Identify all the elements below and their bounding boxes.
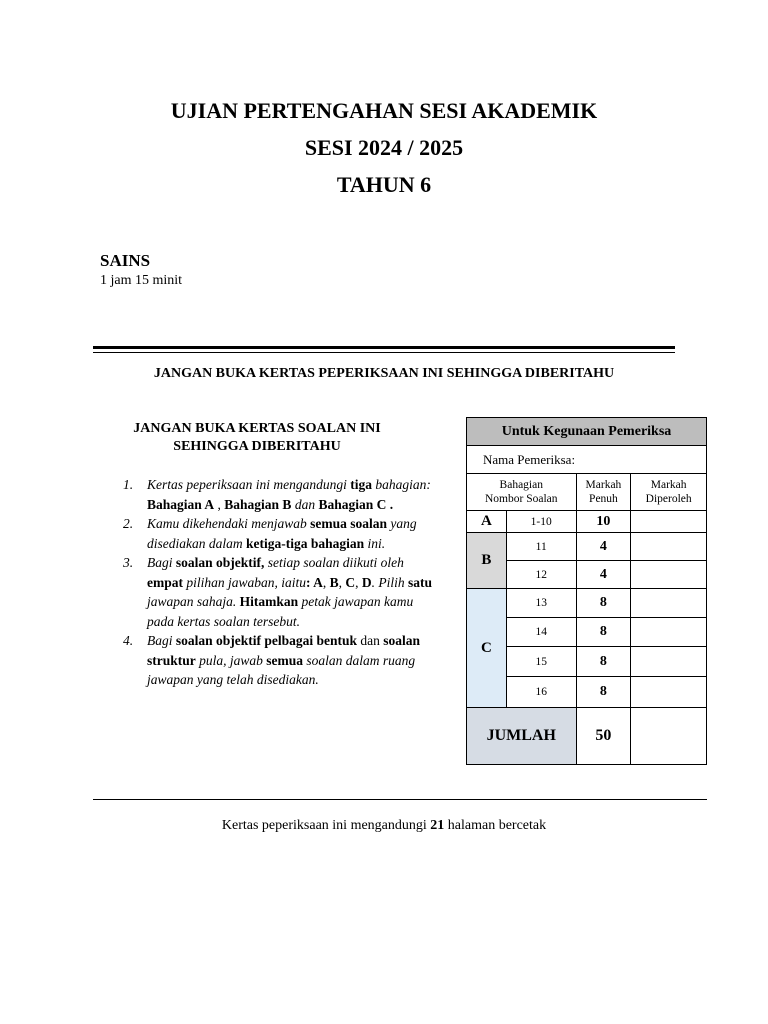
col-header-full-marks-line-2: Penuh xyxy=(589,493,618,505)
instruction-text: soalan objektif, xyxy=(175,555,265,570)
instruction-text: Bagi xyxy=(147,633,176,648)
instruction-text: , xyxy=(338,574,346,590)
page-count: 21 xyxy=(430,818,445,833)
instruction-number: 4. xyxy=(123,633,134,648)
title-line-1: UJIAN PERTENGAHAN SESI AKADEMIK xyxy=(170,98,598,123)
instruction-text: Bahagian B xyxy=(224,496,292,512)
section-b-label: B xyxy=(467,533,507,589)
total-row xyxy=(467,708,707,765)
marks-obtained-cell[interactable] xyxy=(631,618,707,647)
examiner-table-header: Untuk Kegunaan Pemeriksa xyxy=(467,418,707,446)
instruction-text: Bahagian C xyxy=(318,496,387,512)
exam-title xyxy=(0,92,768,203)
question-number: 16 xyxy=(506,677,576,708)
title-line-3: TAHUN 6 xyxy=(336,172,432,197)
instructions-title-line-1: JANGAN BUKA KERTAS SOALAN INI xyxy=(133,421,381,436)
col-header-marks-obtained xyxy=(631,474,707,511)
instruction-text: pula, jawab xyxy=(195,652,267,668)
divider-thin xyxy=(93,352,675,353)
instruction-item xyxy=(120,631,438,690)
examiner-table xyxy=(466,417,707,765)
instruction-text: semua xyxy=(266,652,304,668)
full-marks: 4 xyxy=(576,561,631,589)
instruction-text: tiga xyxy=(350,477,372,492)
instruction-text: dan xyxy=(291,496,319,512)
instruction-text: ini. xyxy=(364,535,386,551)
footer-divider xyxy=(93,799,707,800)
total-marks-obtained-cell[interactable] xyxy=(631,708,707,765)
instruction-text: Bahagian A xyxy=(147,496,215,512)
page-count-note xyxy=(0,818,768,834)
instruction-text: . xyxy=(386,496,394,512)
full-marks: 8 xyxy=(576,677,631,708)
instruction-text: : A xyxy=(306,574,323,590)
instruction-text: Bagi xyxy=(147,555,176,570)
instruction-text: Hitamkan xyxy=(239,594,299,609)
table-row xyxy=(467,589,707,618)
instruction-text: D xyxy=(361,574,372,590)
instruction-text: pilihan jawaban, iaitu xyxy=(183,574,307,590)
instruction-text: satu xyxy=(408,574,433,590)
full-marks: 8 xyxy=(576,618,631,647)
full-marks: 8 xyxy=(576,589,631,618)
instruction-text: B xyxy=(329,574,339,590)
question-number: 14 xyxy=(506,618,576,647)
marks-obtained-cell[interactable] xyxy=(631,589,707,618)
instruction-text: ketiga-tiga bahagian xyxy=(246,535,365,551)
instructions-list xyxy=(120,475,438,690)
instruction-item xyxy=(120,475,438,514)
table-row xyxy=(467,533,707,561)
instruction-text: empat xyxy=(147,574,183,590)
total-marks: 50 xyxy=(576,708,631,765)
section-a-label: A xyxy=(467,511,507,533)
instruction-text: petak jawapan kamu pada kertas soalan tersebut. xyxy=(147,594,414,629)
instruction-text: Kamu dikehendaki menjawab xyxy=(147,516,311,531)
instruction-number: 3. xyxy=(123,555,134,570)
marks-obtained-cell[interactable] xyxy=(631,561,707,589)
examiner-name-field: Nama Pemeriksa: xyxy=(467,446,707,474)
question-number: 15 xyxy=(506,647,576,677)
instruction-text: bahagian: xyxy=(371,477,431,492)
col-header-section-line-1: Bahagian xyxy=(499,479,543,491)
instruction-text: semua soalan xyxy=(310,516,387,531)
instructions-title-line-2: SEHINGGA DIBERITAHU xyxy=(173,439,341,454)
instruction-text: setiap soalan diikuti oleh xyxy=(264,555,404,570)
page-count-suffix: halaman bercetak xyxy=(444,818,547,833)
instruction-text: , xyxy=(322,574,330,590)
warning-text: JANGAN BUKA KERTAS PEPERIKSAAN INI SEHINGGA DIBERITAHU xyxy=(153,366,615,381)
col-header-section-line-2: Nombor Soalan xyxy=(485,493,558,505)
title-line-2: SESI 2024 / 2025 xyxy=(304,135,464,160)
instruction-text: yang disediakan dalam xyxy=(147,516,417,551)
instruction-text: , xyxy=(355,574,362,590)
col-header-full-marks xyxy=(576,474,631,511)
col-header-marks-obtained-line-2: Diperoleh xyxy=(645,493,692,505)
instruction-text: soalan objektif pelbagai bentuk xyxy=(175,633,358,648)
subject-block xyxy=(100,250,182,290)
table-row xyxy=(467,511,707,533)
instruction-text: soalan struktur xyxy=(147,633,421,668)
full-marks: 10 xyxy=(576,511,631,533)
full-marks: 8 xyxy=(576,647,631,677)
instruction-text: jawapan sahaja. xyxy=(147,594,240,609)
question-number: 1-10 xyxy=(506,511,576,533)
instruction-number: 2. xyxy=(123,516,134,531)
marks-obtained-cell[interactable] xyxy=(631,677,707,708)
instruction-item xyxy=(120,514,438,553)
col-header-full-marks-line-1: Markah xyxy=(585,479,622,491)
instruction-text: Kertas peperiksaan ini mengandungi xyxy=(147,477,351,492)
marks-obtained-cell[interactable] xyxy=(631,647,707,677)
instruction-item xyxy=(120,553,438,631)
exam-duration: 1 jam 15 minit xyxy=(100,273,183,288)
subject-name: SAINS xyxy=(100,251,151,270)
full-marks: 4 xyxy=(576,533,631,561)
instruction-text: dan xyxy=(357,633,384,648)
question-number: 12 xyxy=(506,561,576,589)
question-number: 11 xyxy=(506,533,576,561)
instruction-text: . Pilih xyxy=(371,574,409,590)
instruction-text: C xyxy=(345,574,356,590)
col-header-section xyxy=(467,474,577,511)
page-count-prefix: Kertas peperiksaan ini mengandungi xyxy=(221,818,431,833)
section-c-label: C xyxy=(467,589,507,708)
instructions-title xyxy=(112,420,402,456)
instruction-number: 1. xyxy=(123,477,134,492)
question-number: 13 xyxy=(506,589,576,618)
marks-obtained-cell[interactable] xyxy=(631,533,707,561)
total-label: JUMLAH xyxy=(467,708,577,765)
instruction-text: , xyxy=(214,496,225,512)
divider-thick xyxy=(93,346,675,349)
col-header-marks-obtained-line-1: Markah xyxy=(650,479,687,491)
marks-obtained-cell[interactable] xyxy=(631,511,707,533)
instruction-text: soalan dalam ruang jawapan yang telah disediakan. xyxy=(147,652,416,687)
